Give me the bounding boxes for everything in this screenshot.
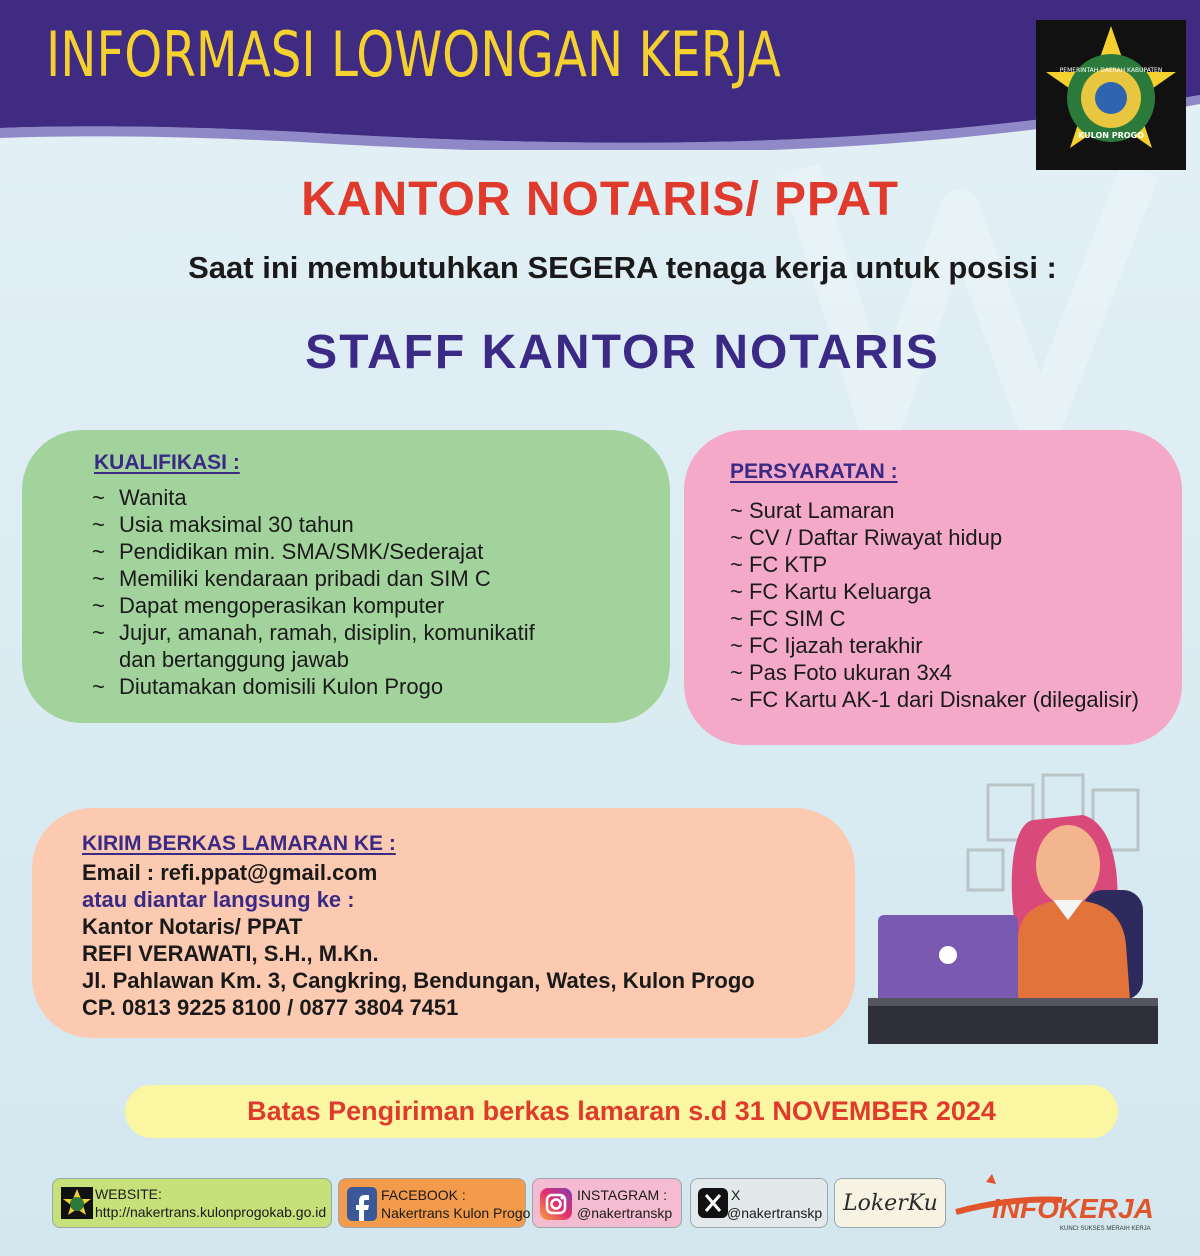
instagram-handle[interactable]: @nakertranskp [577, 1205, 673, 1221]
instagram-icon [540, 1188, 572, 1220]
x-handle[interactable]: @nakertranskp [727, 1205, 823, 1221]
website-label: WEBSITE: [95, 1186, 162, 1202]
x-logo-icon [698, 1188, 728, 1218]
list-item: ~ Pas Foto ukuran 3x4 [730, 660, 952, 685]
facebook-handle[interactable]: Nakertrans Kulon Progo [381, 1205, 531, 1221]
list-item: ~ Jujur, amanah, ramah, disiplin, komunikatif [92, 620, 535, 645]
kualifikasi-list [92, 484, 535, 700]
instagram-label: INSTAGRAM : [577, 1187, 667, 1203]
website-card[interactable] [52, 1178, 332, 1228]
woman-at-laptop-illustration [868, 770, 1168, 1050]
list-item: ~ Pendidikan min. SMA/SMK/Sederajat [92, 539, 484, 564]
kirim-berkas-box [32, 808, 855, 1038]
x-card[interactable] [690, 1178, 828, 1228]
header-title: INFORMASI LOWONGAN KERJA [46, 18, 781, 91]
website-link[interactable]: http://nakertrans.kulonprogokab.go.id [95, 1204, 327, 1220]
list-item: dan bertanggung jawab [119, 647, 349, 672]
list-item: ~ Wanita [92, 485, 187, 510]
kulon-progo-seal-small-icon [61, 1187, 93, 1219]
list-item: ~ FC Kartu AK-1 dari Disnaker (dilegalisir) [730, 687, 1139, 712]
persyaratan-box [684, 430, 1182, 745]
list-item: ~ Memiliki kendaraan pribadi dan SIM C [92, 566, 491, 591]
kirim-name: REFI VERAWATI, S.H., M.Kn. [82, 941, 379, 966]
list-item: ~ FC KTP [730, 552, 828, 577]
seal-text-top: PEMERINTAH DAERAH KABUPATEN [1059, 67, 1163, 74]
list-item: ~ Surat Lamaran [730, 498, 895, 523]
kulon-progo-seal-icon [1036, 20, 1186, 170]
kirim-heading: KIRIM BERKAS LAMARAN KE : [82, 832, 396, 855]
kualifikasi-heading: KUALIFIKASI : [94, 451, 240, 474]
kirim-atau: atau diantar langsung ke : [82, 887, 355, 912]
infokerja-wordmark: INFOKERJA [992, 1193, 1154, 1224]
kirim-details [82, 859, 755, 1021]
kirim-address: Jl. Pahlawan Km. 3, Cangkring, Bendungan, Wates, Kulon Progo [82, 968, 755, 993]
lokerku-text: LokerKu [843, 1191, 938, 1216]
list-item: ~ Diutamakan domisili Kulon Progo [92, 674, 444, 699]
infokerja-tagline: KUNCI SUKSES MERAIH KERJA [1060, 1226, 1151, 1232]
instagram-card[interactable] [532, 1178, 682, 1228]
persyaratan-heading: PERSYARATAN : [730, 460, 898, 483]
persyaratan-list [730, 497, 1139, 713]
lokerku-logo[interactable] [834, 1178, 946, 1228]
position-title: STAFF KANTOR NOTARIS [305, 326, 940, 379]
seal-text-bottom: KULON PROGO [1078, 131, 1144, 140]
infokerja-logo[interactable] [952, 1172, 1164, 1234]
intro-text: Saat ini membutuhkan SEGERA tenaga kerja untuk posisi : [188, 250, 1057, 285]
list-item: ~ FC Kartu Keluarga [730, 579, 932, 604]
kirim-email: Email : refi.ppat@gmail.com [82, 860, 378, 885]
list-item: ~ FC Ijazah terakhir [730, 633, 923, 658]
facebook-card[interactable] [338, 1178, 531, 1228]
deadline-banner: Batas Pengiriman berkas lamaran s.d 31 NOVEMBER 2024 [125, 1085, 1118, 1138]
x-label: X [731, 1187, 741, 1203]
kirim-phone: CP. 0813 9225 8100 / 0877 3804 7451 [82, 995, 459, 1020]
facebook-icon [347, 1187, 377, 1221]
facebook-label: FACEBOOK : [381, 1187, 466, 1203]
kualifikasi-box [22, 430, 670, 723]
kirim-office: Kantor Notaris/ PPAT [82, 914, 303, 939]
office-title: KANTOR NOTARIS/ PPAT [301, 173, 899, 226]
list-item: ~ Dapat mengoperasikan komputer [92, 593, 445, 618]
list-item: ~ FC SIM C [730, 606, 846, 631]
list-item: ~ CV / Daftar Riwayat hidup [730, 525, 1003, 550]
list-item: ~ Usia maksimal 30 tahun [92, 512, 354, 537]
